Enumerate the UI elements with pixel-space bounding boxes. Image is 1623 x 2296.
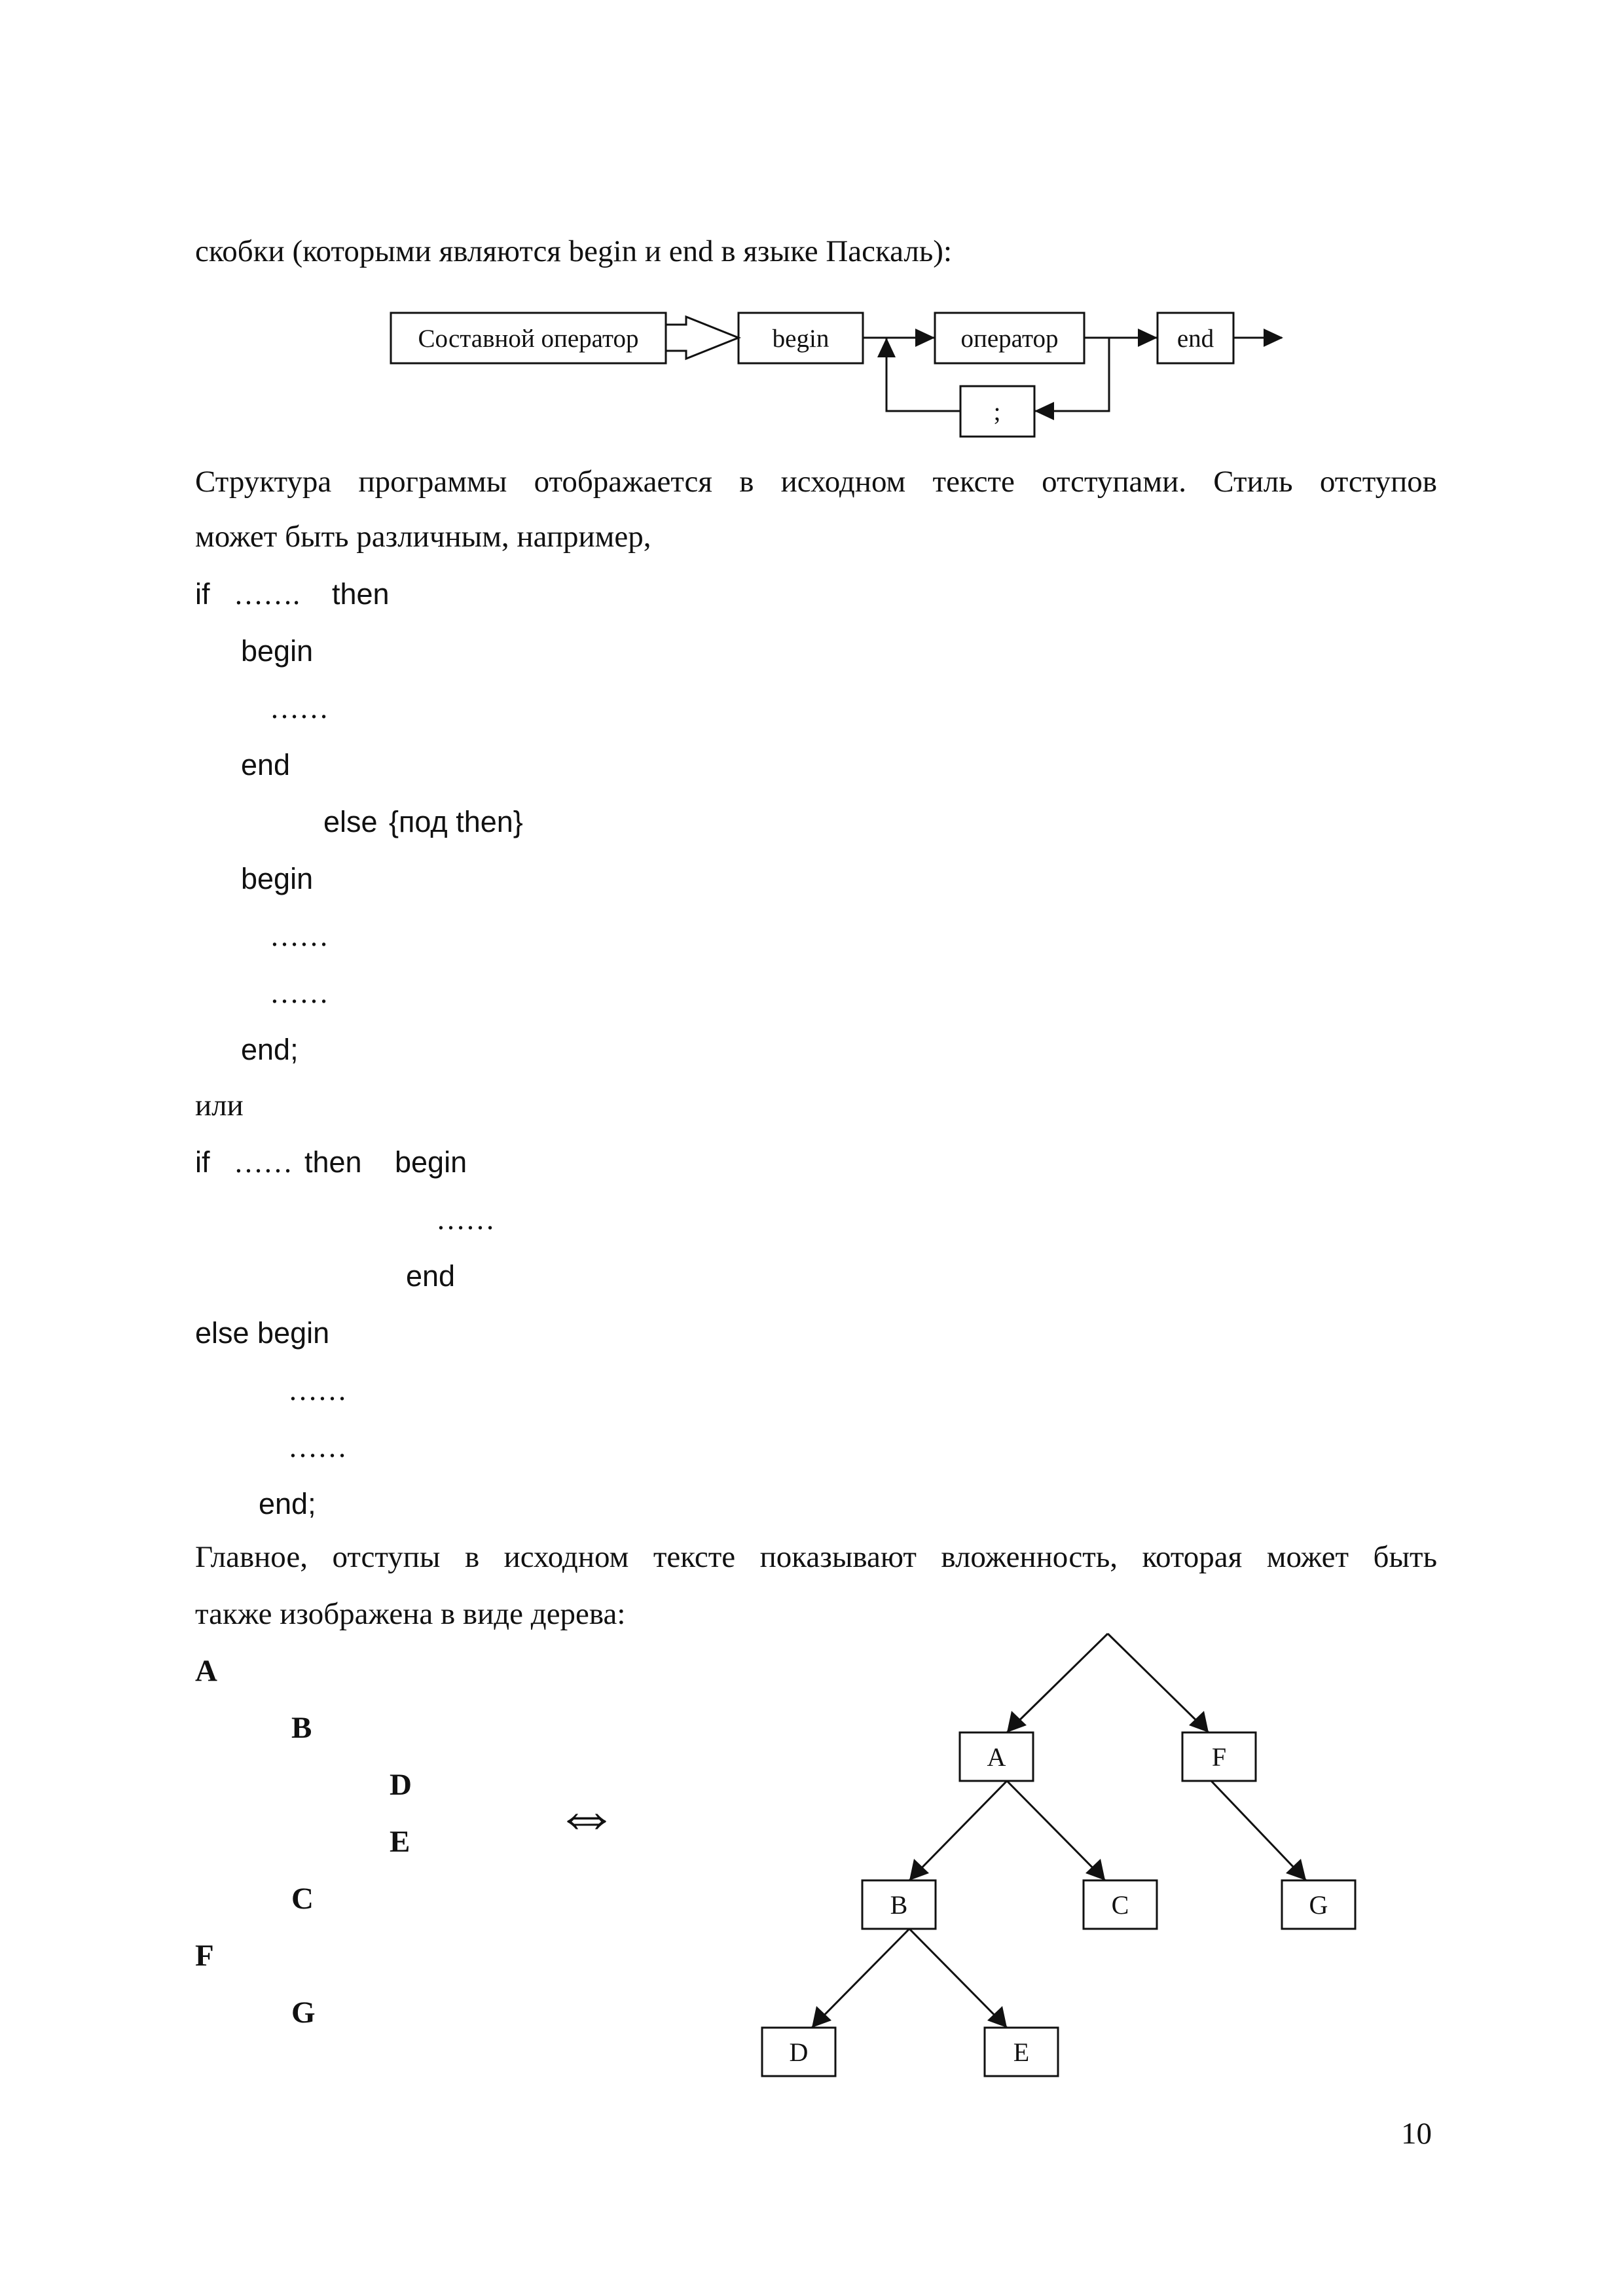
code-begin-keyword: begin [241,634,314,668]
tree-arrowhead [1085,1859,1105,1880]
code-end-keyword: end; [241,1033,299,1066]
tree-node-b-label: B [890,1890,908,1920]
paragraph-1-line-1: Структура программы отображается в исходном тексте отступами. Стиль отступов [195,465,1437,499]
code-end-keyword: end; [259,1487,316,1520]
code-ellipsis: …… [234,1146,293,1179]
tree-node-d-label: D [789,2037,809,2067]
compound-operator-label: Составной оператор [418,325,639,353]
code-comment: {под then} [389,805,523,838]
code-else-begin: else begin [195,1316,330,1350]
tree-node-f-label: F [1211,1742,1227,1772]
code-ellipsis: …… [270,692,329,725]
tree-arrowhead [1007,1711,1027,1732]
code-end-keyword: end [406,1259,456,1293]
tree-node-a-label: A [987,1742,1006,1772]
code-begin-keyword: begin [241,862,314,895]
code-ellipsis: …… [288,1374,347,1407]
equivalence-arrow-icon: ⇔ [554,1778,619,1851]
list-item-d: D [390,1768,412,1802]
list-item-e: E [390,1825,410,1859]
paragraph-2-line-1: Главное, отступы в исходном тексте показывают вложенность, которая может быть [195,1540,1437,1574]
code-ellipsis: …… [288,1431,347,1463]
list-item-c: C [291,1882,314,1916]
page-number: 10 [1401,2117,1432,2151]
code-if-keyword: if [195,577,210,611]
or-word: или [195,1088,244,1122]
paragraph-1-line-2: может быть различным, например, [195,520,651,554]
list-item-g: G [291,1996,316,2030]
operator-label: оператор [960,325,1059,353]
tree-node-g-label: G [1309,1890,1328,1920]
code-ellipsis: ……. [234,578,301,611]
code-if-keyword: if [195,1145,210,1179]
code-then-keyword: then [332,577,390,611]
code-begin-keyword: begin [395,1145,467,1179]
code-else-keyword: else [323,805,378,838]
tree-arrowhead [987,2006,1007,2028]
list-item-a: A [195,1654,217,1688]
code-ellipsis: …… [270,977,329,1009]
tree-node-c-label: C [1111,1890,1129,1920]
begin-label: begin [772,325,830,353]
code-end-keyword: end [241,748,291,781]
code-ellipsis: …… [270,920,329,952]
tree-arrowhead [1189,1711,1209,1732]
end-label: end [1176,325,1214,353]
list-item-f: F [195,1939,214,1973]
intro-line: скобки (которыми являются begin и end в языке Паскаль): [195,234,952,268]
list-item-b: B [291,1711,312,1745]
code-ellipsis: …… [436,1203,495,1236]
paragraph-2-line-2: также изображена в виде дерева: [195,1597,626,1631]
semicolon-label: ; [993,398,1001,426]
code-then-keyword: then [304,1145,362,1179]
tree-node-e-label: E [1013,2037,1030,2067]
tree-arrowhead [812,2006,831,2028]
